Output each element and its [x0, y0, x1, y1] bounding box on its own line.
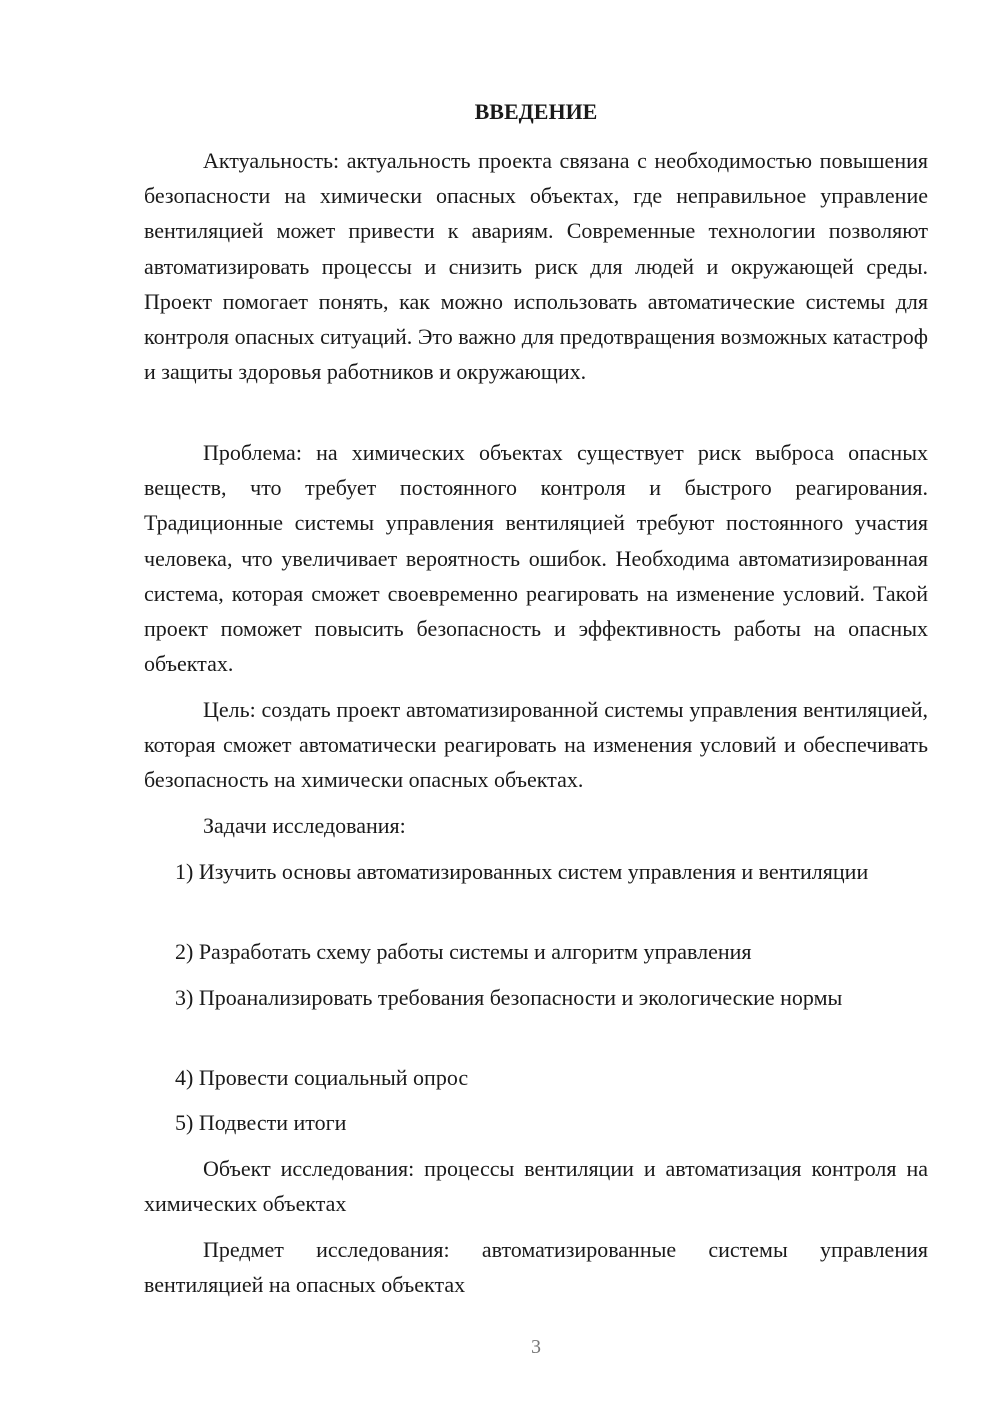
- paragraph-object: Объект исследования: процессы вентиляции и автоматизация контроля на химических объектах: [144, 1156, 928, 1217]
- paragraph-problem: Проблема: на химических объектах существует риск выброса опасных веществ, что требует постоянного контроля и быстрого реагирования. Традиционные системы управления вентиляцией требуют постоянного участия человека, что увеличивает вероятность ошибок. Необходима автоматизированная система, которая сможет своевременно реагировать на изменение условий. Такой проект поможет повысить безопасность и эффективность работы на опасных объектах.: [144, 440, 928, 677]
- page-number: 3: [531, 1336, 541, 1358]
- page-title: ВВЕДЕНИЕ: [474, 99, 598, 124]
- task-item: 3) Проанализировать требования безопасности и экологические нормы: [175, 985, 843, 1010]
- paragraph-subject: Предмет исследования: автоматизированные системы управления вентиляцией на опасных объектах: [144, 1237, 928, 1298]
- task-item: 2) Разработать схему работы системы и алгоритм управления: [175, 939, 752, 964]
- task-item: 4) Провести социальный опрос: [175, 1065, 469, 1090]
- paragraph-relevance: Актуальность: актуальность проекта связана с необходимостью повышения безопасности на химически опасных объектах, где неправильное управление вентиляцией может привести к авариям. Современные технологии позволяют автоматизировать процессы и снизить риск для людей и окружающей среды. Проект помогает понять, как можно использовать автоматические системы для контроля опасных ситуаций. Это важно для предотвращения возможных катастроф и защиты здоровья работников и окружающих.: [144, 148, 928, 385]
- task-item: 5) Подвести итоги: [175, 1110, 347, 1135]
- tasks-heading: Задачи исследования:: [203, 813, 406, 838]
- task-item: 1) Изучить основы автоматизированных систем управления и вентиляции: [175, 859, 869, 884]
- paragraph-goal: Цель: создать проект автоматизированной системы управления вентиляцией, которая сможет автоматически реагировать на изменения условий и обеспечивать безопасность на химически опасных объектах.: [144, 697, 928, 793]
